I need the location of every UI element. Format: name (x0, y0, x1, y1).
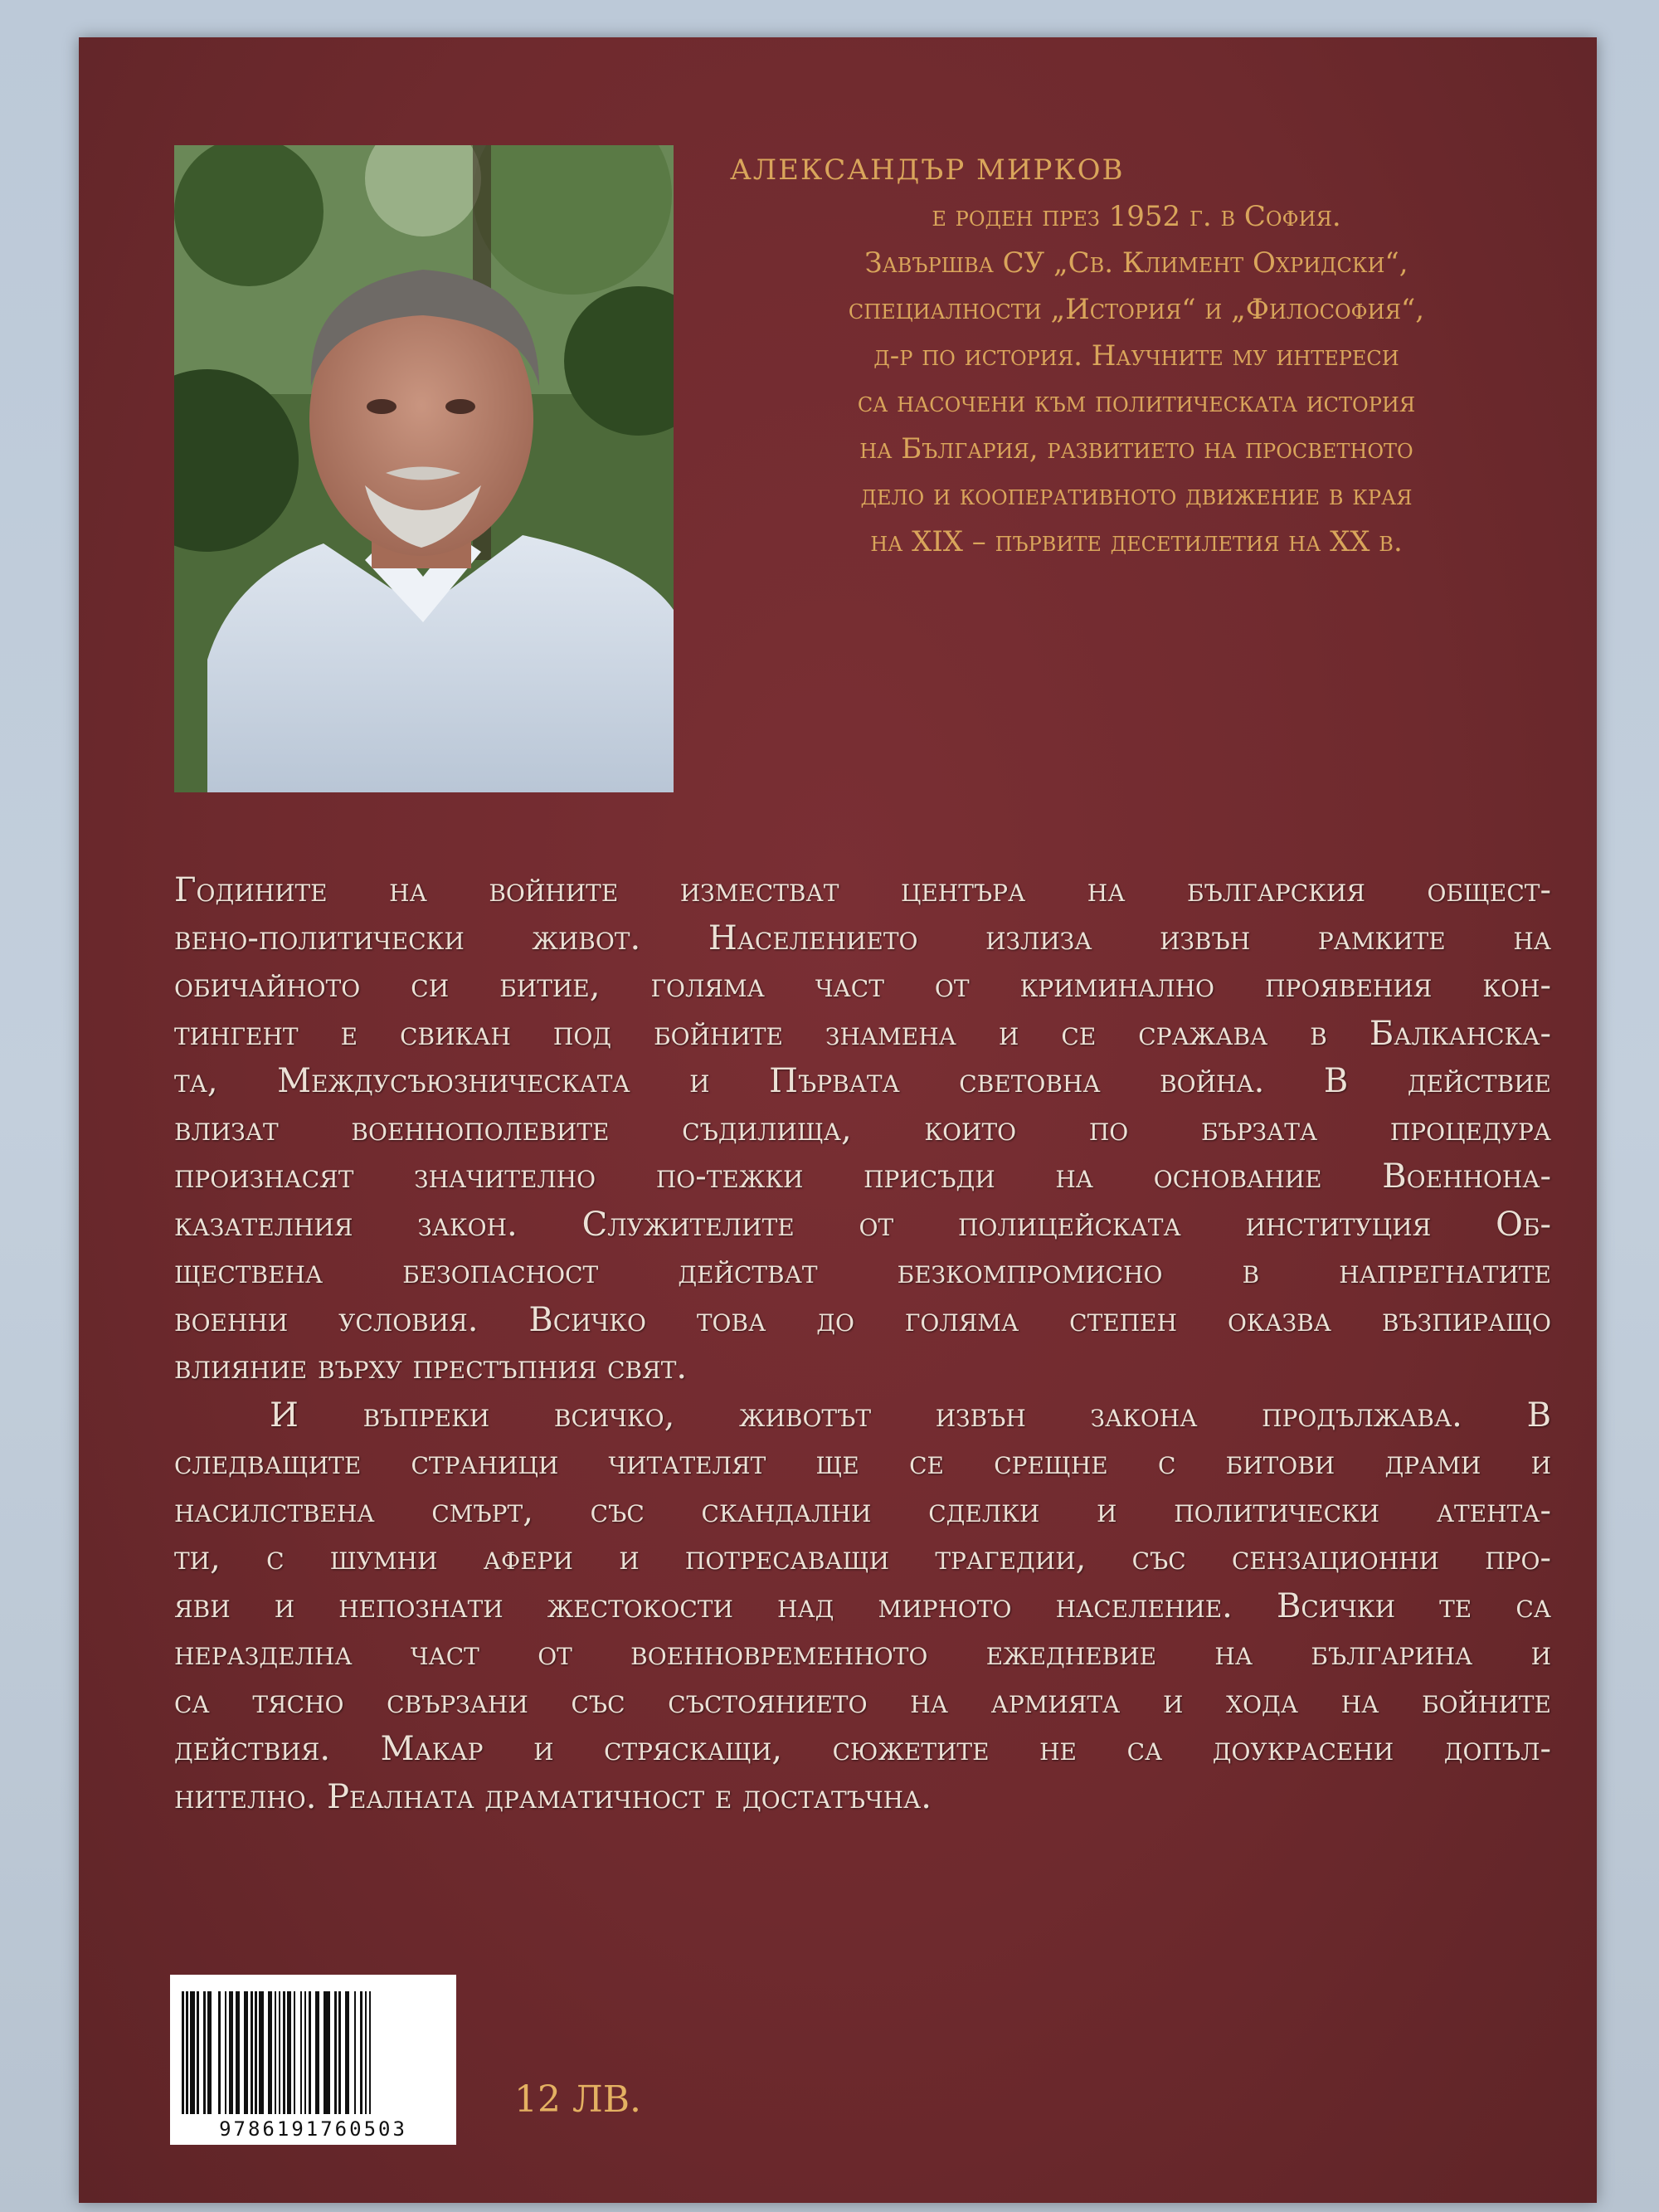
barcode-space (212, 1991, 218, 2114)
bio-line: на XIX – първите десетилетия на XX в. (870, 525, 1403, 558)
author-name: АЛЕКСАНДЪР МИРКОВ (730, 153, 1125, 187)
isbn-number: 9786191760503 (219, 2117, 407, 2141)
blurb-line: Годините на войните изместват центъра на българския общест- (174, 871, 1551, 909)
blurb-line: ти, с шумни афери и потресаващи трагедии, със сензационни про- (174, 1539, 1551, 1577)
bio-line: д-р по история. Научните му интереси (873, 339, 1399, 373)
bio-line: Завършва СУ „Св. Климент Охридски“, (864, 246, 1408, 280)
blurb-line: действия. Макар и стряскащи, сюжетите не са доукрасени допъл- (174, 1730, 1551, 1768)
barcode-bar (369, 1991, 372, 2114)
blurb-line: ществена безопасност действат безкомпромисно в напрегнатите (174, 1253, 1551, 1291)
bio-line: са насочени към политическата история (857, 386, 1416, 419)
price-label: 12 ЛВ. (514, 2078, 642, 2121)
author-portrait-image (174, 145, 674, 792)
blurb-line: вено-политически живот. Населението излиза извън рамките на (174, 918, 1552, 957)
isbn-barcode (170, 1975, 456, 2145)
blurb-line: нително. Реалната драматичност е достатъчна. (174, 1777, 932, 1816)
blurb-line: И въпреки всичко, животът извън закона продължава. В (270, 1396, 1551, 1435)
author-bio (730, 147, 1543, 565)
blurb-line: та, Междусъюзническата и Първата световна война. В действие (174, 1062, 1551, 1100)
blurb-line: влияние върху престъпния свят. (174, 1348, 688, 1386)
blurb-line: военни условия. Всичко това до голяма степен оказва възпиращо (174, 1300, 1551, 1339)
blurb-line: са тясно свързани със състоянието на армията и хода на бойните (174, 1682, 1551, 1721)
blurb-line: тингент е свикан под бойните знамена и се сражава в Балканска- (174, 1014, 1551, 1053)
blurb-line: неразделна част от военновременното ежедневие на българина и (174, 1635, 1551, 1673)
bio-line: е роден през 1952 г. в София. (932, 200, 1341, 233)
bio-line: на България, развитието на просветното (859, 432, 1413, 465)
barcode-bar (324, 1991, 330, 2114)
blurb-line: насилствена смърт, със скандални сделки и политически атента- (174, 1491, 1551, 1530)
blurb-line: влизат военнополевите съдилища, които по бързата процедура (174, 1109, 1551, 1148)
barcode-bars (182, 1991, 445, 2114)
bio-line: специалности „История“ и „Философия“, (848, 293, 1425, 326)
author-photo (174, 145, 674, 792)
book-back-cover (79, 37, 1597, 2203)
blurb-line: казателния закон. Служителите от полицейската институция Об- (174, 1205, 1551, 1244)
blurb-line: следващите страници читателят ще се срещне с битови драми и (174, 1444, 1551, 1482)
blurb-line: произнасят значително по-тежки присъди на основание Военнона- (174, 1157, 1551, 1196)
blurb-line: обичайното си битие, голяма част от криминално проявения кон- (174, 967, 1551, 1005)
blurb-text (174, 867, 1551, 1821)
blurb-line: яви и непознати жестокости над мирното население. Всички те са (174, 1586, 1551, 1625)
bio-line: дело и кооперативното движение в края (860, 479, 1413, 512)
